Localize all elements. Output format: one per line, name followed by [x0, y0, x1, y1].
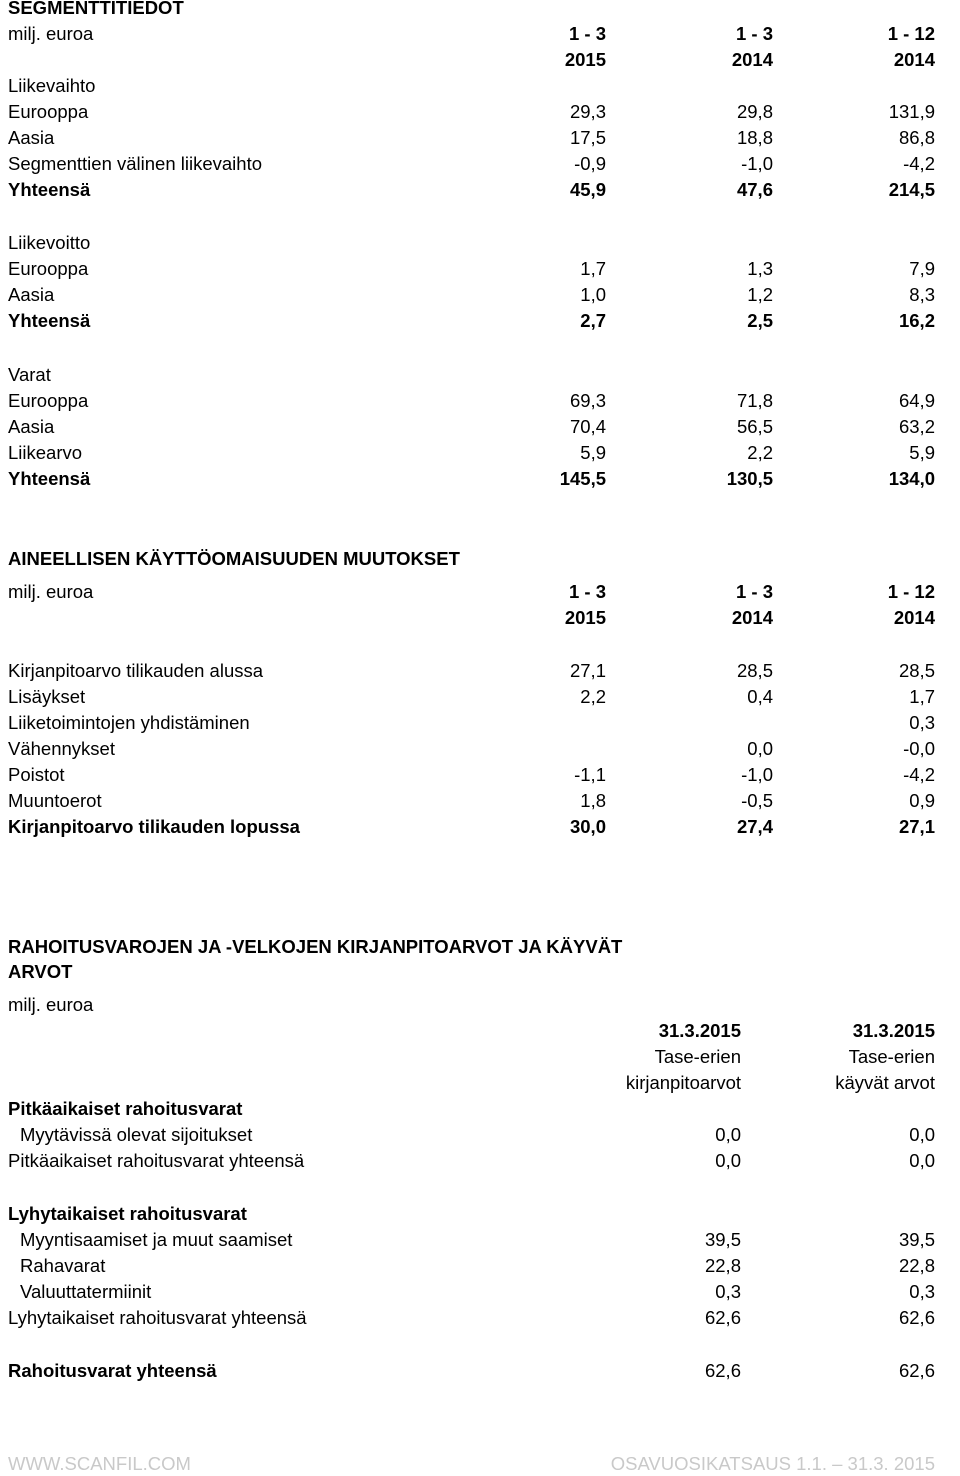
footer-report-title: OSAVUOSIKATSAUS 1.1. – 31.3. 2015: [610, 1453, 935, 1474]
year-header: 2014: [893, 607, 935, 628]
assets-header-years: [0, 605, 960, 631]
table-row: Myytävissä olevat sijoitukset 0,0 0,0: [20, 1124, 935, 1145]
table-row: Eurooppa 1,7 1,3 7,9: [8, 258, 935, 279]
segments-header-periods: [0, 21, 960, 47]
financial-header-dates: [0, 1018, 960, 1044]
year-header: 2015: [564, 49, 606, 70]
table-row: Myyntisaamiset ja muut saamiset 39,5 39,5: [20, 1229, 935, 1250]
period-header: 1 - 3: [735, 581, 773, 602]
group-heading: Liikevaihto: [8, 75, 96, 96]
table-row: Lisäykset 2,2 0,4 1,7: [8, 686, 935, 707]
table-row: Rahavarat 22,8 22,8: [20, 1255, 935, 1276]
assets-title: AINEELLISEN KÄYTTÖOMAISUUDEN MUUTOKSET: [8, 548, 460, 569]
period-header: 1 - 3: [568, 23, 606, 44]
table-row: Vähennykset 0,0 -0,0: [8, 738, 935, 759]
year-header: 2014: [731, 607, 773, 628]
segments-header-years: [0, 47, 960, 73]
period-header: 1 - 3: [568, 581, 606, 602]
segments-title: SEGMENTTITIEDOT: [8, 0, 184, 18]
financial-title-line1: RAHOITUSVAROJEN JA -VELKOJEN KIRJANPITOARVOT JA KÄYVÄT: [8, 936, 623, 957]
table-row: Liikearvo 5,9 2,2 5,9: [8, 442, 935, 463]
financial-header-basis: kirjanpitoarvot käyvät arvot: [625, 1072, 935, 1093]
table-row: Aasia 1,0 1,2 8,3: [8, 284, 935, 305]
unit-label: milj. euroa: [8, 23, 94, 44]
year-header: 2014: [731, 49, 773, 70]
group-heading: Varat: [8, 364, 51, 385]
date-header: 31.3.2015: [852, 1020, 935, 1041]
year-header: 2015: [564, 607, 606, 628]
table-row: Muuntoerot 1,8 -0,5 0,9: [8, 790, 935, 811]
total-row: Yhteensä 145,5 130,5 134,0: [8, 468, 935, 489]
footer-website: WWW.SCANFIL.COM: [8, 1453, 191, 1474]
financial-unit: [0, 992, 960, 1018]
table-row: Eurooppa 29,3 29,8 131,9: [8, 101, 935, 122]
table-row: Aasia 70,4 56,5 63,2: [8, 416, 935, 437]
group-heading: Lyhytaikaiset rahoitusvarat: [8, 1203, 247, 1224]
unit-label: milj. euroa: [8, 994, 94, 1015]
financial-title-line2: ARVOT: [8, 961, 73, 982]
period-header: 1 - 12: [887, 581, 935, 602]
table-row: Kirjanpitoarvo tilikauden alussa 27,1 28,5 28,5: [8, 660, 935, 681]
total-row: Yhteensä 2,7 2,5 16,2: [8, 310, 935, 331]
page-footer: [0, 1452, 960, 1476]
date-header: 31.3.2015: [658, 1020, 741, 1041]
subtotal-row: Pitkäaikaiset rahoitusvarat yhteensä 0,0 0,0: [8, 1150, 935, 1171]
table-row: Poistot -1,1 -1,0 -4,2: [8, 764, 935, 785]
period-header: 1 - 12: [887, 23, 935, 44]
table-row: Valuuttatermiinit 0,3 0,3: [20, 1281, 935, 1302]
assets-header-periods: [0, 579, 960, 605]
group-heading: Pitkäaikaiset rahoitusvarat: [8, 1098, 243, 1119]
table-row: Aasia 17,5 18,8 86,8: [8, 127, 935, 148]
total-row: Yhteensä 45,9 47,6 214,5: [8, 179, 935, 200]
subtotal-row: Lyhytaikaiset rahoitusvarat yhteensä 62,6 62,6: [8, 1307, 935, 1328]
year-header: 2014: [893, 49, 935, 70]
total-row: Kirjanpitoarvo tilikauden lopussa 30,0 27,4 27,1: [8, 816, 935, 837]
group-heading: Liikevoitto: [8, 232, 91, 253]
table-row: Liiketoimintojen yhdistäminen 0,3: [8, 712, 935, 733]
table-row: Eurooppa 69,3 71,8 64,9: [8, 390, 935, 411]
table-row: Segmenttien välinen liikevaihto -0,9 -1,0 -4,2: [8, 153, 935, 174]
financial-header-type: Tase-erien Tase-erien: [654, 1046, 935, 1067]
grand-total-row: Rahoitusvarat yhteensä 62,6 62,6: [8, 1360, 935, 1381]
unit-label: milj. euroa: [8, 581, 94, 602]
period-header: 1 - 3: [735, 23, 773, 44]
